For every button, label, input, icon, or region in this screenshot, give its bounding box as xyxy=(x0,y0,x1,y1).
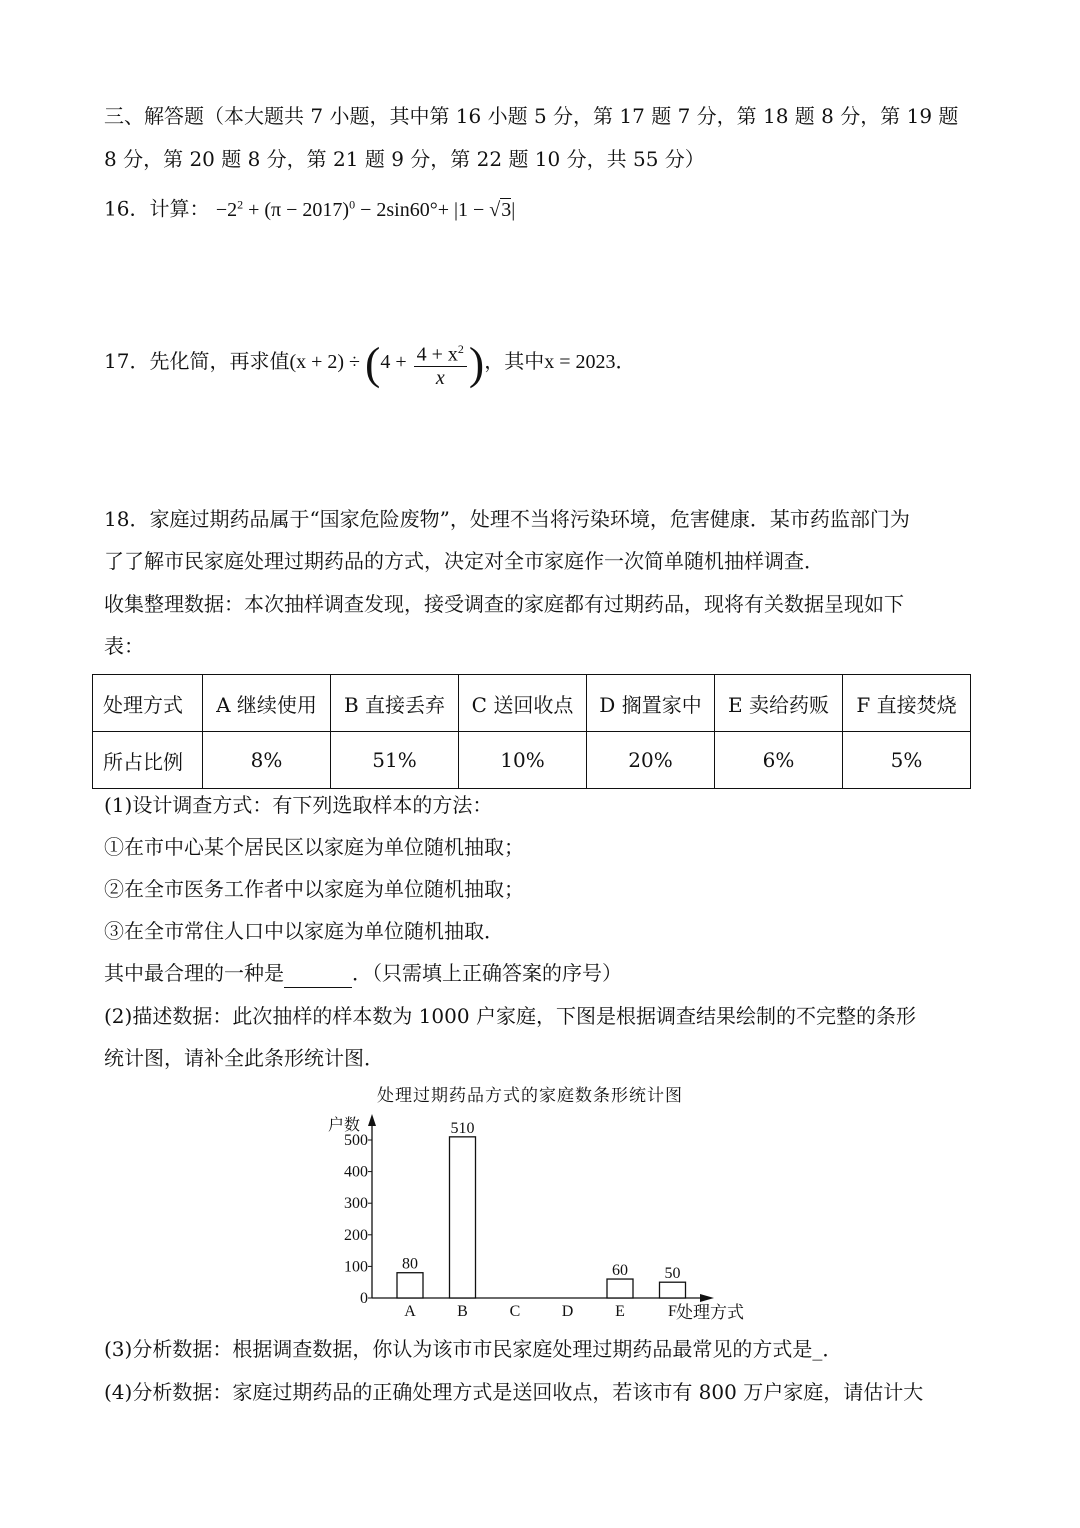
q18-line-1: 18．家庭过期药品属于“国家危险废物”，处理不当将污染环境，危害健康．某市药监部门为 xyxy=(104,507,910,531)
chart-title: 处理过期药品方式的家庭数条形统计图 xyxy=(377,1086,683,1105)
question-16 xyxy=(104,189,515,225)
q18-line-3: 收集整理数据：本次抽样调查发现，接受调查的家庭都有过期药品，现将有关数据呈现如下 xyxy=(104,592,904,616)
q17-expression xyxy=(289,337,485,389)
q17-fraction xyxy=(414,338,467,389)
table-cell: 51% xyxy=(331,732,459,789)
q18-part-4: (4)分析数据：家庭过期药品的正确处理方式是送回收点，若该市有 800 万户家庭，请估计大 xyxy=(104,1380,924,1404)
right-paren: ) xyxy=(468,337,485,389)
y-axis-label: 户数 xyxy=(328,1117,361,1134)
q18-line-2: 了了解市民家庭处理过期药品的方式，决定对全市家庭作一次简单随机抽样调查． xyxy=(104,549,824,573)
q17-frac-num: 4 + x xyxy=(416,343,458,366)
bar-value-label: 60 xyxy=(612,1262,628,1280)
q17-frac-num-exp: 2 xyxy=(457,342,464,357)
x-tick-label: E xyxy=(615,1303,625,1320)
q16-term-c: − 2sin60°+ |1 − xyxy=(355,198,490,221)
q16-term-b-exp: 0 xyxy=(349,197,356,211)
x-tick-label: A xyxy=(404,1303,416,1320)
bar xyxy=(660,1282,686,1298)
q17-part-1: (x + 2) ÷ xyxy=(289,351,366,373)
table-cell: F 直接焚烧 xyxy=(843,675,971,732)
q16-radicand: 3 xyxy=(501,198,512,221)
q16-term-b: + (π − 2017) xyxy=(243,198,350,221)
q17-prefix: 17．先化简，再求值 xyxy=(104,349,290,373)
y-tick-label: 0 xyxy=(360,1290,368,1307)
section-header-line-2: 8 分，第 20 题 8 分，第 21 题 9 分，第 22 题 10 分，共 55 分） xyxy=(104,147,705,171)
q18-option-3: ③在全市常住人口中以家庭为单位随机抽取． xyxy=(104,919,504,943)
x-axis-label: 处理方式 xyxy=(676,1303,744,1322)
q18-option-2: ②在全市医务工作者中以家庭为单位随机抽取； xyxy=(104,877,524,901)
table-cell: 5% xyxy=(843,732,971,789)
bar-chart xyxy=(320,1080,760,1330)
q16-expression xyxy=(216,199,515,221)
table-cell: A 继续使用 xyxy=(203,675,331,732)
x-tick-label: F xyxy=(668,1303,677,1320)
q18-line-4: 表： xyxy=(104,634,144,658)
q18-part-2-line-2: 统计图，请补全此条形统计图． xyxy=(104,1046,384,1070)
bar-value-label: 50 xyxy=(664,1265,681,1283)
q18-part-1: (1)设计调查方式：有下列选取样本的方法： xyxy=(104,793,493,817)
q17-frac-den: x xyxy=(435,366,445,389)
q16-prefix: 16．计算： xyxy=(104,196,210,221)
table-cell: 处理方式 xyxy=(93,675,203,732)
q16-term-a-exp: 2 xyxy=(237,197,244,211)
bar-value-label: 510 xyxy=(450,1119,475,1137)
y-axis-arrow xyxy=(368,1114,376,1126)
table-cell: E 卖给药贩 xyxy=(715,675,843,732)
y-tick-label: 300 xyxy=(344,1195,368,1213)
question-17 xyxy=(104,333,636,390)
x-tick-label: D xyxy=(561,1303,574,1320)
table-row xyxy=(93,675,971,732)
table-row xyxy=(93,732,971,789)
y-tick-label: 400 xyxy=(344,1163,368,1181)
q18-part-1-question xyxy=(104,958,622,988)
left-paren: ( xyxy=(365,337,381,389)
x-axis-arrow xyxy=(700,1294,714,1302)
table-cell: 8% xyxy=(203,732,331,789)
bar xyxy=(607,1279,633,1298)
q17-suffix-math: x = 2023 xyxy=(544,351,616,373)
q18-ask-suffix: ．（只需填上正确答案的序号） xyxy=(352,961,622,985)
table-cell: 6% xyxy=(715,732,843,789)
q16-term-a: −2 xyxy=(215,198,238,221)
q18-option-1: ①在市中心某个居民区以家庭为单位随机抽取； xyxy=(104,835,524,859)
q18-part-3: (3)分析数据：根据调查数据，你认为该市市民家庭处理过期药品最常见的方式是_． xyxy=(104,1337,843,1361)
q16-term-d: | xyxy=(511,198,516,221)
y-tick-label: 500 xyxy=(344,1132,368,1149)
table-cell: 10% xyxy=(459,732,587,789)
q17-suffix-text: ，其中 xyxy=(484,349,545,373)
x-tick-label: B xyxy=(457,1303,468,1320)
q18-part-2-line-1: (2)描述数据：此次抽样的样本数为 1000 户家庭，下图是根据调查结果绘制的不完整的条形 xyxy=(104,1004,916,1028)
table-cell: 20% xyxy=(587,732,715,789)
q17-end: ． xyxy=(615,349,636,373)
bar xyxy=(397,1273,423,1298)
q18-ask-text: 其中最合理的一种是 xyxy=(104,961,284,985)
y-tick-label: 200 xyxy=(344,1226,368,1244)
sqrt-sign: √ xyxy=(489,198,501,221)
y-tick-label: 100 xyxy=(344,1258,368,1276)
bar xyxy=(450,1137,476,1298)
table-cell: D 搁置家中 xyxy=(587,675,715,732)
q17-part-2: 4 + xyxy=(380,351,412,373)
table-cell: C 送回收点 xyxy=(459,675,587,732)
section-header-line-1: 三、解答题（本大题共 7 小题，其中第 16 小题 5 分，第 17 题 7 分，第 18 题 8 分，第 19 题 xyxy=(104,104,959,128)
table-cell: 所占比例 xyxy=(93,732,203,789)
answer-blank xyxy=(284,967,352,988)
bar-value-label: 80 xyxy=(402,1255,418,1273)
x-tick-label: C xyxy=(509,1303,521,1320)
proportion-table xyxy=(92,674,971,789)
table-cell: B 直接丢弃 xyxy=(331,675,459,732)
